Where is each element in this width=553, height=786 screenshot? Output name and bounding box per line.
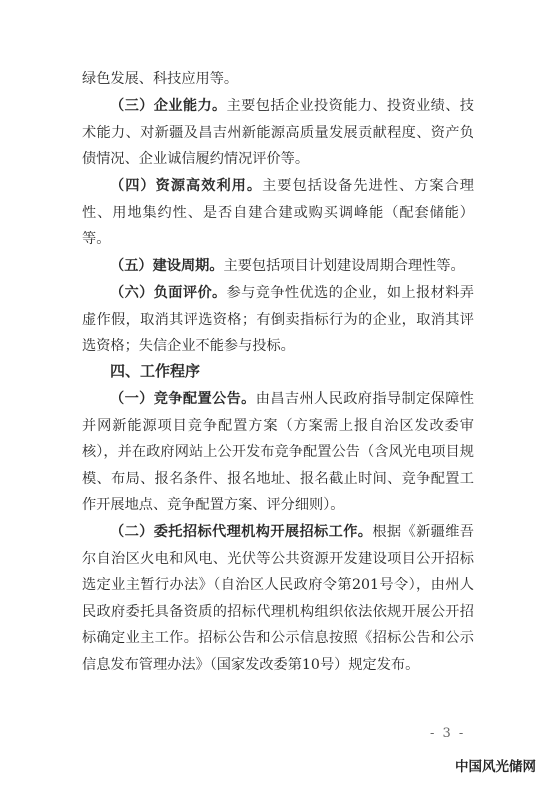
paragraph-lead: （三）企业能力。 — [110, 98, 227, 114]
paragraph-text: 由昌吉州人民政府指导制定保障性并网新能源项目竞争配置方案（方案需上报自治区发改委审核），并在政府网站上公开发布竞争配置公告（含风光电项目规模、布局、报名条件、报名地址、报名截止时间、竞争配置工作开展地点、竞争配置方案、评分细则）。 — [82, 391, 474, 514]
paragraph-text: 主要包括项目计划建设周期合理性等。 — [223, 258, 465, 274]
paragraph-text: 参与竞争性优选的企业，如上报材料弄虚作假，取消其评选资格；有倒卖指标行为的企业，取消其评选资格；失信企业不能参与投标。 — [82, 285, 474, 355]
paragraph-resource-efficiency — [82, 173, 474, 253]
paragraph-text: 主要包括企业投资能力、投资业绩、技术能力、对新疆及昌吉州新能源高质量发展贡献程度、资产负债情况、企业诚信履约情况评价等。 — [82, 98, 474, 168]
section-heading: 四、工作程序 — [110, 362, 201, 380]
paragraph-lead: （六）负面评价。 — [110, 285, 227, 301]
page-number: - 3 - — [430, 726, 466, 741]
paragraph-negative-evaluation — [82, 280, 474, 360]
paragraph-lead: （五）建设周期。 — [110, 258, 224, 274]
paragraph-enterprise-capability — [82, 93, 474, 173]
paragraph-lead: （一）竞争配置公告。 — [110, 391, 256, 407]
paragraph-continuation — [82, 66, 474, 93]
paragraph-text: 主要包括设备先进性、方案合理性、用地集约性、是否自建合建或购买调峰能（配套储能）等。 — [82, 178, 474, 248]
paragraph-text: 根据《新疆维吾尔自治区火电和风电、光伏等公共资源开发建设项目公开招标选定业主暂行办法》（自治区人民政府令第201号令），由州人民政府委托具备资质的招标代理机构组织依法依规开展公开招标确定业主工作。招标公告和公示信息按照《招标公告和公示信息发布管理办法》（国家发改委第10号）规定发布。 — [82, 524, 474, 673]
paragraph-competitive-announcement — [82, 386, 474, 519]
paragraph-text: 绿色发展、科技应用等。 — [82, 71, 239, 87]
paragraph-lead: （二）委托招标代理机构开展招标工作。 — [110, 524, 373, 540]
paragraph-tender-agency — [82, 519, 474, 679]
site-watermark: 中国风光储网 — [455, 759, 536, 775]
paragraph-lead: （四）资源高效利用。 — [110, 178, 263, 194]
paragraph-construction-period — [82, 253, 474, 280]
